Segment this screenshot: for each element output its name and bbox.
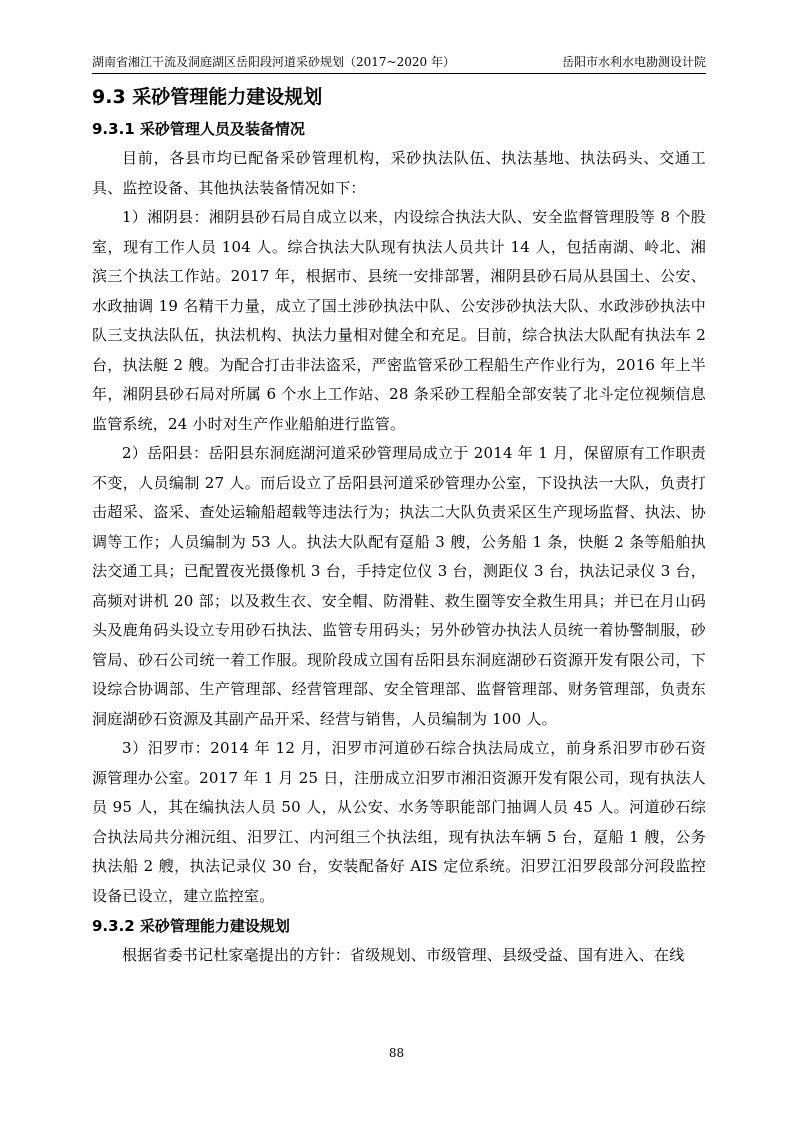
page-number: 88 (388, 1046, 405, 1060)
paragraph-intro: 目前，各县市均已配备采砂管理机构，采砂执法队伍、执法基地、执法码头、交通工具、监控设备、其他执法装备情况如下： (92, 149, 706, 197)
paragraph-yueyang: 2）岳阳县：岳阳县东洞庭湖河道采砂管理局成立于 2014 年 1 月，保留原有工作职责不变，人员编制 27 人。而后设立了岳阳县河道采砂管理办公室，下设执法一大队，负责打击超采、盗采、查处运输船超载等违法行为；执法二大队负责采区生产现场监督、执法、协调等工作；人员编制为 53 人。执法大队配有趸船 3 艘，公务船 1 条，快艇 2 条等船舶执法交通工具；已配置夜光摄像机 3 台，手持定位仪 3 台，测距仪 3 台，执法记录仪 3 台，高频对讲机 20 部；以及救生衣、安全帽、防滑鞋、救生圈等安全救生用具；并已在月山码头及鹿角码头设立专用砂石执法、监管专用码头；另外砂管办执法人员统一着协警制服，砂管局、砂石公司统一着工作服。现阶段成立国有岳阳县东洞庭湖砂石资源开发有限公司，下设综合协调部、生产管理部、经营管理部、安全管理部、监督管理部、财务管理部，负责东洞庭湖砂石资源及其副产品开采、经营与销售，人员编制为 100 人。 (92, 444, 706, 728)
paragraph-miluo: 3）汨罗市：2014 年 12 月，汨罗市河道砂石综合执法局成立，前身系汨罗市砂石资源管理办公室。2017 年 1 月 25 日，注册成立汨罗市湘汨资源开发有限公司，现有执法人员 95 人，其在编执法人员 50 人，从公安、水务等职能部门抽调人员 45 人。河道砂石综合执法局共分湘沅组、汨罗江、内河组三个执法组，现有执法车辆 5 台，趸船 1 艘，公务执法船 2 艘，执法记录仪 30 台，安装配备好 AIS 定位系统。汨罗江汨罗段部分河段监控设备已设立，建立监控室。 (92, 739, 706, 905)
page-header (92, 52, 706, 72)
subsection-title-2: 9.3.2 采砂管理能力建设规划 (92, 917, 290, 935)
header-organization: 岳阳市水利水电勘测设计院 (561, 55, 706, 69)
section-title: 9.3 采砂管理能力建设规划 (92, 86, 323, 108)
paragraph-xiangyin: 1）湘阴县：湘阴县砂石局自成立以来，内设综合执法大队、安全监督管理股等 8 个股室，现有工作人员 104 人。综合执法大队现有执法人员共计 14 人，包括南湖、岭北、湘滨三个执法工作站。2017 年，根据市、县统一安排部署，湘阴县砂石局从县国土、公安、水政抽调 19 名精干力量，成立了国土涉砂执法中队、公安涉砂执法大队、水政涉砂执法中队三支执法队伍，执法机构、执法力量相对健全和充足。目前，综合执法大队配有执法车 2 台，执法艇 2 艘。为配合打击非法盗采，严密监管采砂工程船生产作业行为，2016 年上半年，湘阴县砂石局对所属 6 个水上工作站、28 条采砂工程船全部安装了北斗定位视频信息监管系统，24 小时对生产作业船舶进行监管。 (92, 208, 706, 433)
page-content (92, 80, 706, 971)
subsection-title-1: 9.3.1 采砂管理人员及装备情况 (92, 120, 305, 138)
header-document-title: 湖南省湘江干流及洞庭湖区岳阳段河道采砂规划（2017~2020 年） (92, 55, 455, 69)
paragraph-plan: 根据省委书记杜家毫提出的方针：省级规划、市级管理、县级受益、国有进入、在线 (122, 946, 685, 964)
header-divider (92, 73, 706, 74)
